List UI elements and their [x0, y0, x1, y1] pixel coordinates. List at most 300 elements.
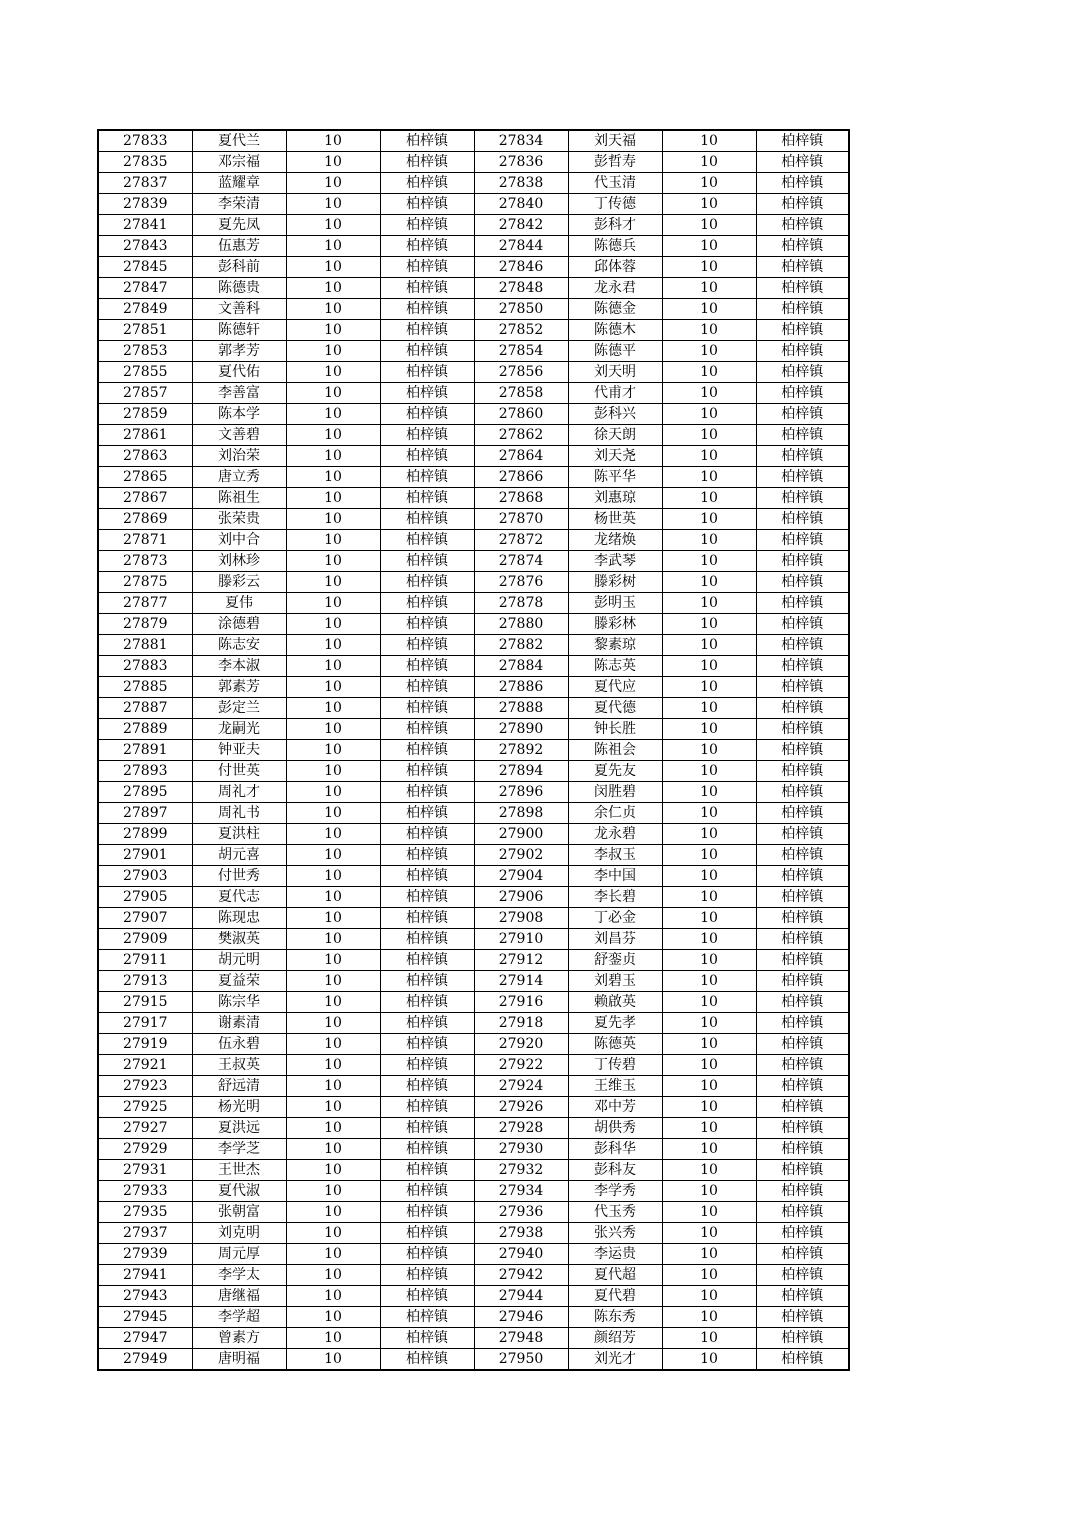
- amount-cell: 10: [286, 698, 380, 719]
- name-cell: 刘克明: [192, 1223, 286, 1244]
- town-cell: 柏梓镇: [380, 194, 474, 215]
- name-cell: 李学芝: [192, 1139, 286, 1160]
- amount-cell: 10: [286, 614, 380, 635]
- id-cell: 27861: [98, 425, 192, 446]
- amount-cell: 10: [662, 614, 756, 635]
- town-cell: 柏梓镇: [380, 1181, 474, 1202]
- name-cell: 代玉清: [568, 173, 662, 194]
- amount-cell: 10: [662, 698, 756, 719]
- name-cell: 彭定兰: [192, 698, 286, 719]
- name-cell: 刘天尧: [568, 446, 662, 467]
- id-cell: 27833: [98, 130, 192, 152]
- table-row: [98, 950, 849, 971]
- amount-cell: 10: [662, 299, 756, 320]
- name-cell: 钟亚夫: [192, 740, 286, 761]
- amount-cell: 10: [286, 929, 380, 950]
- amount-cell: 10: [286, 1349, 380, 1371]
- amount-cell: 10: [662, 1349, 756, 1371]
- amount-cell: 10: [662, 341, 756, 362]
- name-cell: 陈德英: [568, 1034, 662, 1055]
- town-cell: 柏梓镇: [756, 1118, 849, 1139]
- name-cell: 舒远清: [192, 1076, 286, 1097]
- id-cell: 27933: [98, 1181, 192, 1202]
- id-cell: 27937: [98, 1223, 192, 1244]
- town-cell: 柏梓镇: [380, 1328, 474, 1349]
- town-cell: 柏梓镇: [756, 530, 849, 551]
- name-cell: 余仁贞: [568, 803, 662, 824]
- name-cell: 夏代佑: [192, 362, 286, 383]
- table-row: [98, 1181, 849, 1202]
- id-cell: 27919: [98, 1034, 192, 1055]
- id-cell: 27894: [474, 761, 568, 782]
- amount-cell: 10: [286, 1244, 380, 1265]
- town-cell: 柏梓镇: [380, 446, 474, 467]
- amount-cell: 10: [286, 1097, 380, 1118]
- id-cell: 27873: [98, 551, 192, 572]
- town-cell: 柏梓镇: [380, 1013, 474, 1034]
- id-cell: 27909: [98, 929, 192, 950]
- town-cell: 柏梓镇: [756, 1013, 849, 1034]
- amount-cell: 10: [662, 803, 756, 824]
- amount-cell: 10: [662, 530, 756, 551]
- name-cell: 张荣贵: [192, 509, 286, 530]
- amount-cell: 10: [662, 1328, 756, 1349]
- name-cell: 陈志安: [192, 635, 286, 656]
- table-row: [98, 383, 849, 404]
- amount-cell: 10: [286, 194, 380, 215]
- id-cell: 27941: [98, 1265, 192, 1286]
- town-cell: 柏梓镇: [380, 341, 474, 362]
- name-cell: 胡元喜: [192, 845, 286, 866]
- name-cell: 滕彩云: [192, 572, 286, 593]
- town-cell: 柏梓镇: [380, 1097, 474, 1118]
- id-cell: 27912: [474, 950, 568, 971]
- id-cell: 27866: [474, 467, 568, 488]
- town-cell: 柏梓镇: [756, 551, 849, 572]
- table-row: [98, 1349, 849, 1371]
- amount-cell: 10: [662, 992, 756, 1013]
- town-cell: 柏梓镇: [756, 194, 849, 215]
- amount-cell: 10: [662, 194, 756, 215]
- name-cell: 夏代超: [568, 1265, 662, 1286]
- town-cell: 柏梓镇: [380, 740, 474, 761]
- name-cell: 丁传德: [568, 194, 662, 215]
- name-cell: 周礼才: [192, 782, 286, 803]
- name-cell: 张朝富: [192, 1202, 286, 1223]
- name-cell: 夏先凤: [192, 215, 286, 236]
- amount-cell: 10: [662, 782, 756, 803]
- amount-cell: 10: [662, 446, 756, 467]
- amount-cell: 10: [662, 824, 756, 845]
- town-cell: 柏梓镇: [380, 929, 474, 950]
- table-row: [98, 551, 849, 572]
- id-cell: 27928: [474, 1118, 568, 1139]
- id-cell: 27849: [98, 299, 192, 320]
- town-cell: 柏梓镇: [756, 1034, 849, 1055]
- town-cell: 柏梓镇: [380, 404, 474, 425]
- town-cell: 柏梓镇: [380, 1160, 474, 1181]
- table-row: [98, 130, 849, 152]
- town-cell: 柏梓镇: [380, 551, 474, 572]
- town-cell: 柏梓镇: [380, 971, 474, 992]
- town-cell: 柏梓镇: [756, 887, 849, 908]
- amount-cell: 10: [286, 866, 380, 887]
- town-cell: 柏梓镇: [756, 845, 849, 866]
- town-cell: 柏梓镇: [380, 866, 474, 887]
- id-cell: 27896: [474, 782, 568, 803]
- table-row: [98, 467, 849, 488]
- table-row: [98, 803, 849, 824]
- name-cell: 李武琴: [568, 551, 662, 572]
- name-cell: 颜绍芳: [568, 1328, 662, 1349]
- name-cell: 彭科前: [192, 257, 286, 278]
- amount-cell: 10: [286, 740, 380, 761]
- amount-cell: 10: [662, 488, 756, 509]
- name-cell: 文善碧: [192, 425, 286, 446]
- town-cell: 柏梓镇: [756, 1139, 849, 1160]
- amount-cell: 10: [286, 803, 380, 824]
- amount-cell: 10: [662, 320, 756, 341]
- town-cell: 柏梓镇: [380, 383, 474, 404]
- amount-cell: 10: [286, 341, 380, 362]
- id-cell: 27865: [98, 467, 192, 488]
- name-cell: 夏益荣: [192, 971, 286, 992]
- table-row: [98, 1328, 849, 1349]
- id-cell: 27949: [98, 1349, 192, 1371]
- town-cell: 柏梓镇: [380, 320, 474, 341]
- id-cell: 27900: [474, 824, 568, 845]
- amount-cell: 10: [286, 383, 380, 404]
- town-cell: 柏梓镇: [756, 152, 849, 173]
- name-cell: 王叔英: [192, 1055, 286, 1076]
- name-cell: 刘天福: [568, 130, 662, 152]
- town-cell: 柏梓镇: [756, 341, 849, 362]
- table-row: [98, 572, 849, 593]
- id-cell: 27914: [474, 971, 568, 992]
- town-cell: 柏梓镇: [756, 1349, 849, 1371]
- amount-cell: 10: [286, 824, 380, 845]
- town-cell: 柏梓镇: [756, 257, 849, 278]
- id-cell: 27904: [474, 866, 568, 887]
- id-cell: 27868: [474, 488, 568, 509]
- amount-cell: 10: [286, 488, 380, 509]
- table-row: [98, 446, 849, 467]
- town-cell: 柏梓镇: [380, 1223, 474, 1244]
- id-cell: 27890: [474, 719, 568, 740]
- amount-cell: 10: [286, 215, 380, 236]
- amount-cell: 10: [662, 1013, 756, 1034]
- id-cell: 27910: [474, 929, 568, 950]
- amount-cell: 10: [286, 278, 380, 299]
- amount-cell: 10: [286, 782, 380, 803]
- id-cell: 27917: [98, 1013, 192, 1034]
- name-cell: 彭科才: [568, 215, 662, 236]
- name-cell: 代玉秀: [568, 1202, 662, 1223]
- town-cell: 柏梓镇: [380, 1034, 474, 1055]
- amount-cell: 10: [662, 362, 756, 383]
- amount-cell: 10: [286, 908, 380, 929]
- amount-cell: 10: [286, 467, 380, 488]
- town-cell: 柏梓镇: [756, 1223, 849, 1244]
- name-cell: 彭科兴: [568, 404, 662, 425]
- town-cell: 柏梓镇: [380, 1202, 474, 1223]
- id-cell: 27901: [98, 845, 192, 866]
- table-row: [98, 404, 849, 425]
- town-cell: 柏梓镇: [756, 299, 849, 320]
- name-cell: 胡元明: [192, 950, 286, 971]
- id-cell: 27863: [98, 446, 192, 467]
- table-row: [98, 1055, 849, 1076]
- amount-cell: 10: [286, 719, 380, 740]
- town-cell: 柏梓镇: [380, 362, 474, 383]
- name-cell: 陈德平: [568, 341, 662, 362]
- name-cell: 胡供秀: [568, 1118, 662, 1139]
- amount-cell: 10: [286, 257, 380, 278]
- id-cell: 27936: [474, 1202, 568, 1223]
- id-cell: 27881: [98, 635, 192, 656]
- name-cell: 夏先孝: [568, 1013, 662, 1034]
- town-cell: 柏梓镇: [380, 425, 474, 446]
- id-cell: 27939: [98, 1244, 192, 1265]
- name-cell: 邓宗福: [192, 152, 286, 173]
- amount-cell: 10: [286, 425, 380, 446]
- amount-cell: 10: [662, 467, 756, 488]
- town-cell: 柏梓镇: [756, 509, 849, 530]
- id-cell: 27841: [98, 215, 192, 236]
- amount-cell: 10: [662, 1076, 756, 1097]
- amount-cell: 10: [286, 845, 380, 866]
- id-cell: 27902: [474, 845, 568, 866]
- id-cell: 27940: [474, 1244, 568, 1265]
- town-cell: 柏梓镇: [380, 950, 474, 971]
- id-cell: 27845: [98, 257, 192, 278]
- amount-cell: 10: [662, 1265, 756, 1286]
- town-cell: 柏梓镇: [756, 1160, 849, 1181]
- amount-cell: 10: [662, 866, 756, 887]
- town-cell: 柏梓镇: [756, 593, 849, 614]
- id-cell: 27871: [98, 530, 192, 551]
- name-cell: 杨光明: [192, 1097, 286, 1118]
- town-cell: 柏梓镇: [380, 1076, 474, 1097]
- amount-cell: 10: [662, 593, 756, 614]
- id-cell: 27892: [474, 740, 568, 761]
- name-cell: 李学秀: [568, 1181, 662, 1202]
- name-cell: 陈德贵: [192, 278, 286, 299]
- id-cell: 27898: [474, 803, 568, 824]
- town-cell: 柏梓镇: [380, 761, 474, 782]
- table-row: [98, 1076, 849, 1097]
- name-cell: 李中国: [568, 866, 662, 887]
- name-cell: 夏代德: [568, 698, 662, 719]
- town-cell: 柏梓镇: [380, 257, 474, 278]
- table-row: [98, 1244, 849, 1265]
- name-cell: 龙嗣光: [192, 719, 286, 740]
- id-cell: 27893: [98, 761, 192, 782]
- amount-cell: 10: [286, 1202, 380, 1223]
- name-cell: 代甫才: [568, 383, 662, 404]
- amount-cell: 10: [286, 1181, 380, 1202]
- id-cell: 27867: [98, 488, 192, 509]
- town-cell: 柏梓镇: [380, 1307, 474, 1328]
- table-row: [98, 782, 849, 803]
- amount-cell: 10: [286, 677, 380, 698]
- table-row: [98, 488, 849, 509]
- amount-cell: 10: [662, 1202, 756, 1223]
- id-cell: 27864: [474, 446, 568, 467]
- id-cell: 27877: [98, 593, 192, 614]
- table-row: [98, 215, 849, 236]
- amount-cell: 10: [286, 1139, 380, 1160]
- id-cell: 27897: [98, 803, 192, 824]
- name-cell: 陈平华: [568, 467, 662, 488]
- name-cell: 陈东秀: [568, 1307, 662, 1328]
- id-cell: 27887: [98, 698, 192, 719]
- table-row: [98, 1139, 849, 1160]
- id-cell: 27946: [474, 1307, 568, 1328]
- id-cell: 27931: [98, 1160, 192, 1181]
- id-cell: 27922: [474, 1055, 568, 1076]
- town-cell: 柏梓镇: [380, 1265, 474, 1286]
- id-cell: 27950: [474, 1349, 568, 1371]
- town-cell: 柏梓镇: [756, 236, 849, 257]
- amount-cell: 10: [662, 929, 756, 950]
- amount-cell: 10: [662, 1160, 756, 1181]
- table-row: [98, 320, 849, 341]
- id-cell: 27925: [98, 1097, 192, 1118]
- name-cell: 周礼书: [192, 803, 286, 824]
- id-cell: 27859: [98, 404, 192, 425]
- id-cell: 27943: [98, 1286, 192, 1307]
- id-cell: 27854: [474, 341, 568, 362]
- id-cell: 27927: [98, 1118, 192, 1139]
- amount-cell: 10: [286, 130, 380, 152]
- town-cell: 柏梓镇: [380, 698, 474, 719]
- town-cell: 柏梓镇: [756, 404, 849, 425]
- amount-cell: 10: [662, 887, 756, 908]
- town-cell: 柏梓镇: [756, 173, 849, 194]
- id-cell: 27872: [474, 530, 568, 551]
- name-cell: 文善科: [192, 299, 286, 320]
- amount-cell: 10: [662, 215, 756, 236]
- town-cell: 柏梓镇: [756, 1181, 849, 1202]
- id-cell: 27883: [98, 656, 192, 677]
- amount-cell: 10: [662, 719, 756, 740]
- town-cell: 柏梓镇: [756, 1286, 849, 1307]
- amount-cell: 10: [662, 404, 756, 425]
- name-cell: 唐明福: [192, 1349, 286, 1371]
- id-cell: 27913: [98, 971, 192, 992]
- id-cell: 27885: [98, 677, 192, 698]
- amount-cell: 10: [286, 593, 380, 614]
- town-cell: 柏梓镇: [380, 467, 474, 488]
- name-cell: 李本淑: [192, 656, 286, 677]
- name-cell: 夏先友: [568, 761, 662, 782]
- amount-cell: 10: [286, 362, 380, 383]
- name-cell: 郭素芳: [192, 677, 286, 698]
- table-row: [98, 929, 849, 950]
- amount-cell: 10: [286, 1265, 380, 1286]
- table-row: [98, 1202, 849, 1223]
- id-cell: 27876: [474, 572, 568, 593]
- town-cell: 柏梓镇: [380, 1118, 474, 1139]
- id-cell: 27918: [474, 1013, 568, 1034]
- table-row: [98, 1160, 849, 1181]
- id-cell: 27834: [474, 130, 568, 152]
- name-cell: 丁必金: [568, 908, 662, 929]
- town-cell: 柏梓镇: [380, 677, 474, 698]
- id-cell: 27944: [474, 1286, 568, 1307]
- id-cell: 27942: [474, 1265, 568, 1286]
- table-row: [98, 761, 849, 782]
- town-cell: 柏梓镇: [380, 509, 474, 530]
- town-cell: 柏梓镇: [756, 1055, 849, 1076]
- roster-body: [98, 130, 849, 1370]
- amount-cell: 10: [286, 551, 380, 572]
- name-cell: 李运贵: [568, 1244, 662, 1265]
- amount-cell: 10: [286, 404, 380, 425]
- id-cell: 27843: [98, 236, 192, 257]
- amount-cell: 10: [286, 1055, 380, 1076]
- table-row: [98, 887, 849, 908]
- name-cell: 丁传碧: [568, 1055, 662, 1076]
- town-cell: 柏梓镇: [756, 425, 849, 446]
- name-cell: 龙绪焕: [568, 530, 662, 551]
- name-cell: 涂德碧: [192, 614, 286, 635]
- amount-cell: 10: [286, 1223, 380, 1244]
- id-cell: 27858: [474, 383, 568, 404]
- amount-cell: 10: [662, 236, 756, 257]
- id-cell: 27888: [474, 698, 568, 719]
- id-cell: 27891: [98, 740, 192, 761]
- name-cell: 付世秀: [192, 866, 286, 887]
- town-cell: 柏梓镇: [380, 614, 474, 635]
- town-cell: 柏梓镇: [756, 782, 849, 803]
- id-cell: 27857: [98, 383, 192, 404]
- town-cell: 柏梓镇: [380, 278, 474, 299]
- amount-cell: 10: [662, 845, 756, 866]
- table-row: [98, 173, 849, 194]
- table-row: [98, 278, 849, 299]
- id-cell: 27930: [474, 1139, 568, 1160]
- town-cell: 柏梓镇: [380, 236, 474, 257]
- town-cell: 柏梓镇: [756, 761, 849, 782]
- table-row: [98, 152, 849, 173]
- amount-cell: 10: [662, 950, 756, 971]
- amount-cell: 10: [286, 950, 380, 971]
- amount-cell: 10: [662, 130, 756, 152]
- town-cell: 柏梓镇: [380, 824, 474, 845]
- town-cell: 柏梓镇: [756, 1076, 849, 1097]
- town-cell: 柏梓镇: [756, 1265, 849, 1286]
- table-row: [98, 194, 849, 215]
- name-cell: 彭明玉: [568, 593, 662, 614]
- table-row: [98, 1013, 849, 1034]
- table-row: [98, 614, 849, 635]
- id-cell: 27851: [98, 320, 192, 341]
- amount-cell: 10: [662, 677, 756, 698]
- town-cell: 柏梓镇: [380, 656, 474, 677]
- table-row: [98, 908, 849, 929]
- id-cell: 27948: [474, 1328, 568, 1349]
- amount-cell: 10: [286, 992, 380, 1013]
- name-cell: 龙永君: [568, 278, 662, 299]
- table-row: [98, 530, 849, 551]
- town-cell: 柏梓镇: [756, 446, 849, 467]
- table-row: [98, 257, 849, 278]
- id-cell: 27835: [98, 152, 192, 173]
- table-row: [98, 1097, 849, 1118]
- town-cell: 柏梓镇: [380, 593, 474, 614]
